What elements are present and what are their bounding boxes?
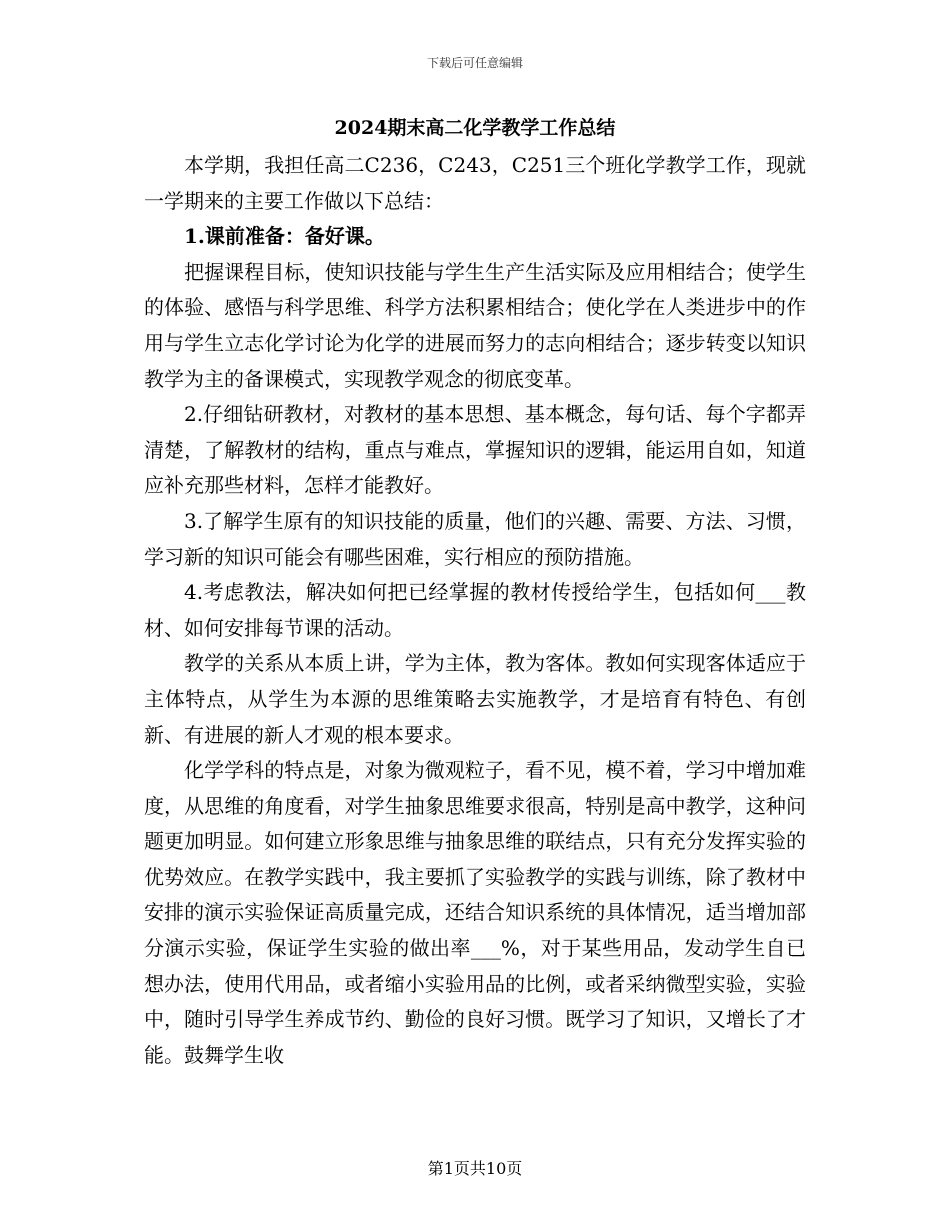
paragraph-teaching-methods: 4.考虑教法，解决如何把已经掌握的教材传授给学生，包括如何___教材、如何安排每节课的活动。	[144, 580, 806, 640]
paragraph-chemistry-features: 化学学科的特点是，对象为微观粒子，看不见，模不着，学习中增加难度，从思维的角度看，对学生抽象思维要求很高，特别是高中教学，这种问题更加明显。如何建立形象思维与抽象思维的联结点，只有充分发挥实验的优势效应。在教学实践中，我主要抓了实验教学的实践与训练，除了教材中安排的演示实验保证高质量完成，还结合知识系统的具体情况，适当增加部分演示实验，保证学生实验的做出率___%，对于某些用品，发动学生自已想办法，使用代用品，或者缩小实验用品的比例，或者采纳微型实验，实验中，随时引导学生养成节约、勤俭的良好习惯。既学习了知识，又增长了才能。鼓舞学生收	[144, 758, 806, 1067]
paragraph-teaching-relationship: 教学的关系从本质上讲，学为主体，教为客体。教如何实现客体适应于主体特点，从学生为本源的思维策略去实施教学，才是培育有特色、有创新、有进展的新人才观的根本要求。	[144, 651, 806, 747]
paragraph-study-textbook: 2.仔细钻研教材，对教材的基本思想、基本概念，每句话、每个字都弄清楚，了解教材的结构，重点与难点，掌握知识的逻辑，能运用自如，知道应补充那些材料，怎样才能教好。	[144, 402, 806, 498]
intro-paragraph: 本学期，我担任高二C236，C243，C251三个班化学教学工作，现就一学期来的主要工作做以下总结：	[144, 153, 806, 213]
header-note: 下载后可任意编辑	[426, 56, 523, 70]
paragraph-understand-students: 3.了解学生原有的知识技能的质量，他们的兴趣、需要、方法、习惯，学习新的知识可能会有哪些困难，实行相应的预防措施。	[144, 508, 806, 569]
document-body	[144, 148, 806, 1073]
page-number: 第1页共10页	[427, 1159, 523, 1178]
document-title: 2024期末高二化学教学工作总结	[334, 117, 616, 139]
section-heading-lesson-prep: 1.课前准备：备好课。	[184, 224, 385, 249]
paragraph-course-goals: 把握课程目标，使知识技能与学生生产生活实际及应用相结合；使学生的体验、感悟与科学思维、科学方法积累相结合；使化学在人类进步中的作用与学生立志化学讨论为化学的进展而努力的志向相结合；逐步转变以知识教学为主的备课模式，实现教学观念的彻底变革。	[144, 259, 806, 391]
